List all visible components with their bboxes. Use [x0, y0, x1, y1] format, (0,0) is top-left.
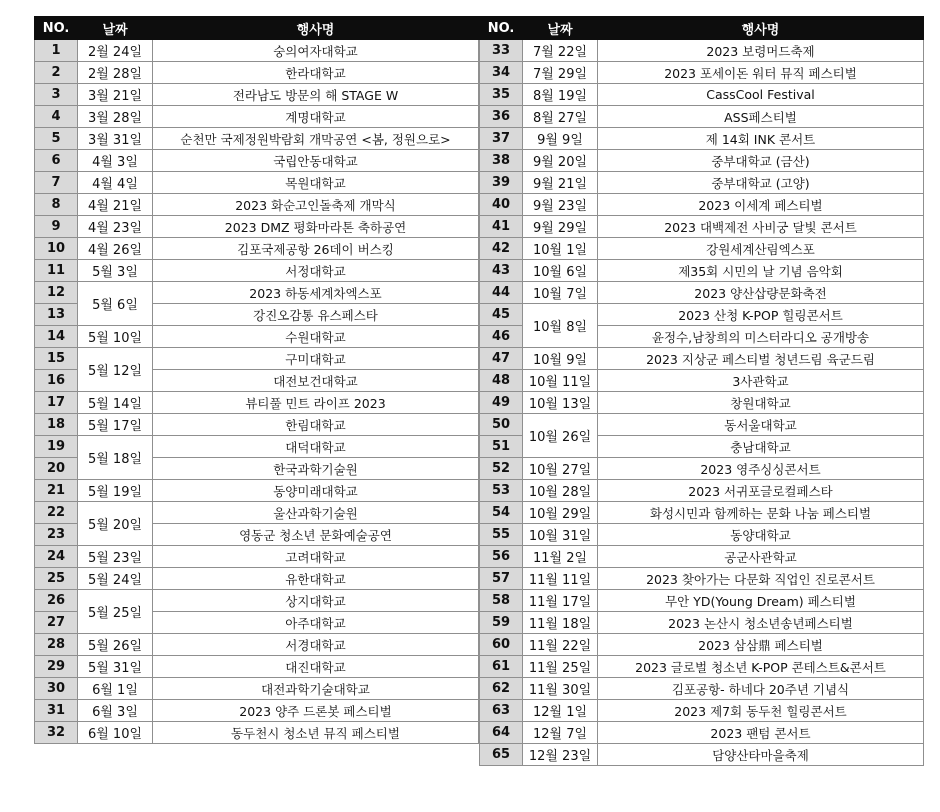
row-number: 30: [35, 678, 78, 700]
row-event-name: 공군사관학교: [598, 546, 924, 568]
row-date: 2월 28일: [78, 62, 153, 84]
row-number: 61: [480, 656, 523, 678]
row-date: 11월 18일: [523, 612, 598, 634]
table-row: [35, 282, 479, 304]
row-number: 4: [35, 106, 78, 128]
row-event-name: 3사관학교: [598, 370, 924, 392]
table-row: [480, 700, 924, 722]
row-date: 9월 23일: [523, 194, 598, 216]
table-row: [35, 216, 479, 238]
table-row: [480, 458, 924, 480]
table-row: [35, 84, 479, 106]
row-date: 10월 11일: [523, 370, 598, 392]
row-number: 7: [35, 172, 78, 194]
row-number: 12: [35, 282, 78, 304]
row-event-name: 화성시민과 함께하는 문화 나눔 페스티벌: [598, 502, 924, 524]
row-event-name: 2023 서귀포글로컬페스타: [598, 480, 924, 502]
row-date: 5월 10일: [78, 326, 153, 348]
table-row: [35, 106, 479, 128]
row-date: 3월 28일: [78, 106, 153, 128]
row-date: 5월 20일: [78, 502, 153, 546]
row-date: 5월 23일: [78, 546, 153, 568]
row-date: 10월 28일: [523, 480, 598, 502]
row-event-name: 2023 하동세계차엑스포: [153, 282, 479, 304]
row-number: 51: [480, 436, 523, 458]
row-date: 5월 25일: [78, 590, 153, 634]
row-date: 5월 14일: [78, 392, 153, 414]
row-date: 11월 25일: [523, 656, 598, 678]
row-date: 5월 19일: [78, 480, 153, 502]
row-event-name: 중부대학교 (금산): [598, 150, 924, 172]
row-date: 12월 1일: [523, 700, 598, 722]
row-date: 11월 17일: [523, 590, 598, 612]
row-event-name: 2023 대백제전 사비궁 달빛 콘서트: [598, 216, 924, 238]
row-event-name: 영동군 청소년 문화예술공연: [153, 524, 479, 546]
row-date: 5월 6일: [78, 282, 153, 326]
row-event-name: 구미대학교: [153, 348, 479, 370]
table-row: [35, 238, 479, 260]
row-number: 25: [35, 568, 78, 590]
row-number: 26: [35, 590, 78, 612]
row-event-name: 울산과학기술원: [153, 502, 479, 524]
row-event-name: 동양미래대학교: [153, 480, 479, 502]
row-number: 49: [480, 392, 523, 414]
row-date: 8월 27일: [523, 106, 598, 128]
row-number: 22: [35, 502, 78, 524]
table-row: [480, 172, 924, 194]
row-number: 10: [35, 238, 78, 260]
row-event-name: 대전과학기술대학교: [153, 678, 479, 700]
table-row: [35, 194, 479, 216]
row-event-name: 서경대학교: [153, 634, 479, 656]
row-number: 18: [35, 414, 78, 436]
row-event-name: 2023 삼삼鼎 페스티벌: [598, 634, 924, 656]
row-date: 4월 21일: [78, 194, 153, 216]
table-row: [480, 62, 924, 84]
row-date: 6월 3일: [78, 700, 153, 722]
table-row: [35, 700, 479, 722]
row-event-name: 2023 이세계 페스티벌: [598, 194, 924, 216]
row-event-name: 2023 지상군 페스티벌 청년드림 육군드림: [598, 348, 924, 370]
table-row: [35, 678, 479, 700]
row-date: 10월 27일: [523, 458, 598, 480]
row-number: 16: [35, 370, 78, 392]
header-date: 날짜: [523, 17, 598, 40]
row-number: 55: [480, 524, 523, 546]
row-date: 9월 9일: [523, 128, 598, 150]
row-number: 6: [35, 150, 78, 172]
row-date: 10월 29일: [523, 502, 598, 524]
table-row: [35, 172, 479, 194]
row-number: 3: [35, 84, 78, 106]
row-number: 35: [480, 84, 523, 106]
row-number: 39: [480, 172, 523, 194]
row-event-name: 동서울대학교: [598, 414, 924, 436]
row-event-name: 제 14회 INK 콘서트: [598, 128, 924, 150]
table-row: [480, 40, 924, 62]
row-number: 38: [480, 150, 523, 172]
table-row: [480, 678, 924, 700]
row-date: 11월 2일: [523, 546, 598, 568]
table-row: [480, 634, 924, 656]
row-number: 44: [480, 282, 523, 304]
row-event-name: 국립안동대학교: [153, 150, 479, 172]
row-number: 8: [35, 194, 78, 216]
row-event-name: 순천만 국제정원박람회 개막공연 <봄, 정원으로>: [153, 128, 479, 150]
row-event-name: 고려대학교: [153, 546, 479, 568]
row-number: 31: [35, 700, 78, 722]
row-number: 19: [35, 436, 78, 458]
row-number: 47: [480, 348, 523, 370]
row-event-name: 2023 보령머드축제: [598, 40, 924, 62]
table-row: [480, 106, 924, 128]
row-number: 62: [480, 678, 523, 700]
row-date: 5월 12일: [78, 348, 153, 392]
row-event-name: CassCool Festival: [598, 84, 924, 106]
row-event-name: 아주대학교: [153, 612, 479, 634]
row-event-name: ASS페스티벌: [598, 106, 924, 128]
row-number: 23: [35, 524, 78, 546]
row-event-name: 대덕대학교: [153, 436, 479, 458]
row-number: 63: [480, 700, 523, 722]
row-date: 10월 1일: [523, 238, 598, 260]
row-date: 2월 24일: [78, 40, 153, 62]
row-number: 20: [35, 458, 78, 480]
row-number: 37: [480, 128, 523, 150]
row-number: 53: [480, 480, 523, 502]
table-row: [480, 238, 924, 260]
row-number: 43: [480, 260, 523, 282]
row-event-name: 중부대학교 (고양): [598, 172, 924, 194]
row-event-name: 2023 양산삽량문화축전: [598, 282, 924, 304]
table-row: [35, 326, 479, 348]
table-row: [480, 150, 924, 172]
row-event-name: 2023 제7회 동두천 힐링콘서트: [598, 700, 924, 722]
row-event-name: 한라대학교: [153, 62, 479, 84]
row-date: 7월 22일: [523, 40, 598, 62]
row-event-name: 수원대학교: [153, 326, 479, 348]
table-row: [35, 502, 479, 524]
table-row: [480, 282, 924, 304]
row-event-name: 제35회 시민의 날 기념 음악회: [598, 260, 924, 282]
row-date: 5월 17일: [78, 414, 153, 436]
row-date: 6월 1일: [78, 678, 153, 700]
row-number: 29: [35, 656, 78, 678]
row-event-name: 숭의여자대학교: [153, 40, 479, 62]
row-date: 4월 4일: [78, 172, 153, 194]
row-event-name: 한국과학기술원: [153, 458, 479, 480]
row-number: 36: [480, 106, 523, 128]
row-number: 41: [480, 216, 523, 238]
row-event-name: 2023 화순고인돌축제 개막식: [153, 194, 479, 216]
row-date: 10월 31일: [523, 524, 598, 546]
row-number: 1: [35, 40, 78, 62]
row-number: 54: [480, 502, 523, 524]
table-row: [35, 62, 479, 84]
row-date: 10월 8일: [523, 304, 598, 348]
row-event-name: 유한대학교: [153, 568, 479, 590]
row-number: 28: [35, 634, 78, 656]
row-number: 58: [480, 590, 523, 612]
table-row: [480, 590, 924, 612]
row-date: 9월 20일: [523, 150, 598, 172]
row-event-name: 2023 찾아가는 다문화 직업인 진로콘서트: [598, 568, 924, 590]
row-date: 12월 7일: [523, 722, 598, 744]
row-number: 13: [35, 304, 78, 326]
row-number: 46: [480, 326, 523, 348]
row-date: 5월 26일: [78, 634, 153, 656]
row-number: 50: [480, 414, 523, 436]
row-event-name: 2023 포세이돈 워터 뮤직 페스티벌: [598, 62, 924, 84]
table-row: [480, 260, 924, 282]
row-number: 15: [35, 348, 78, 370]
row-number: 24: [35, 546, 78, 568]
table-row: [480, 546, 924, 568]
row-date: 8월 19일: [523, 84, 598, 106]
row-number: 45: [480, 304, 523, 326]
table-row: [480, 722, 924, 744]
row-number: 40: [480, 194, 523, 216]
table-header-row: [480, 17, 924, 40]
event-table-left: [34, 16, 479, 744]
row-event-name: 2023 글로벌 청소년 K-POP 콘테스트&콘서트: [598, 656, 924, 678]
table-row: [480, 304, 924, 326]
row-date: 3월 21일: [78, 84, 153, 106]
row-event-name: 김포국제공항 26데이 버스킹: [153, 238, 479, 260]
row-event-name: 창원대학교: [598, 392, 924, 414]
table-row: [35, 260, 479, 282]
table-row: [480, 194, 924, 216]
row-event-name: 2023 DMZ 평화마라톤 축하공연: [153, 216, 479, 238]
row-date: 10월 9일: [523, 348, 598, 370]
row-date: 11월 11일: [523, 568, 598, 590]
table-row: [35, 40, 479, 62]
row-number: 21: [35, 480, 78, 502]
table-row: [480, 216, 924, 238]
row-event-name: 2023 영주싱싱콘서트: [598, 458, 924, 480]
row-number: 33: [480, 40, 523, 62]
row-event-name: 뷰티풀 민트 라이프 2023: [153, 392, 479, 414]
row-date: 12월 23일: [523, 744, 598, 766]
table-row: [35, 590, 479, 612]
table-row: [480, 480, 924, 502]
row-number: 2: [35, 62, 78, 84]
table-row: [35, 414, 479, 436]
row-number: 17: [35, 392, 78, 414]
table-row: [480, 744, 924, 766]
row-number: 9: [35, 216, 78, 238]
table-row: [35, 150, 479, 172]
table-header-row: [35, 17, 479, 40]
table-row: [35, 128, 479, 150]
row-date: 3월 31일: [78, 128, 153, 150]
table-row: [35, 436, 479, 458]
header-date: 날짜: [78, 17, 153, 40]
row-event-name: 2023 팬텀 콘서트: [598, 722, 924, 744]
table-row: [35, 480, 479, 502]
table-row: [35, 722, 479, 744]
row-number: 5: [35, 128, 78, 150]
row-number: 60: [480, 634, 523, 656]
row-event-name: 동두천시 청소년 뮤직 페스티벌: [153, 722, 479, 744]
row-date: 4월 3일: [78, 150, 153, 172]
row-date: 5월 18일: [78, 436, 153, 480]
row-date: 10월 13일: [523, 392, 598, 414]
table-row: [480, 84, 924, 106]
row-event-name: 대진대학교: [153, 656, 479, 678]
row-number: 52: [480, 458, 523, 480]
row-date: 9월 21일: [523, 172, 598, 194]
table-row: [480, 370, 924, 392]
row-date: 10월 6일: [523, 260, 598, 282]
table-row: [480, 392, 924, 414]
row-date: 5월 3일: [78, 260, 153, 282]
row-event-name: 강원세계산림엑스포: [598, 238, 924, 260]
table-row: [35, 656, 479, 678]
table-row: [35, 546, 479, 568]
row-event-name: 김포공항- 하네다 20주년 기념식: [598, 678, 924, 700]
row-number: 64: [480, 722, 523, 744]
row-date: 4월 23일: [78, 216, 153, 238]
table-row: [480, 128, 924, 150]
table-row: [480, 524, 924, 546]
table-row: [35, 392, 479, 414]
row-date: 10월 26일: [523, 414, 598, 458]
row-event-name: 상지대학교: [153, 590, 479, 612]
row-date: 4월 26일: [78, 238, 153, 260]
table-row: [480, 348, 924, 370]
event-table-right: [479, 16, 924, 766]
row-event-name: 계명대학교: [153, 106, 479, 128]
header-no: NO.: [480, 17, 523, 40]
row-event-name: 동양대학교: [598, 524, 924, 546]
row-event-name: 목원대학교: [153, 172, 479, 194]
table-row: [35, 348, 479, 370]
row-number: 57: [480, 568, 523, 590]
row-event-name: 강진오감통 유스페스타: [153, 304, 479, 326]
table-row: [480, 414, 924, 436]
row-number: 14: [35, 326, 78, 348]
row-event-name: 윤정수,남창희의 미스터라디오 공개방송: [598, 326, 924, 348]
table-row: [480, 612, 924, 634]
row-event-name: 전라남도 방문의 해 STAGE W: [153, 84, 479, 106]
row-event-name: 대전보건대학교: [153, 370, 479, 392]
table-row: [35, 634, 479, 656]
row-event-name: 담양산타마을축제: [598, 744, 924, 766]
header-event: 행사명: [598, 17, 924, 40]
row-number: 65: [480, 744, 523, 766]
row-number: 27: [35, 612, 78, 634]
table-row: [480, 656, 924, 678]
row-number: 56: [480, 546, 523, 568]
row-date: 10월 7일: [523, 282, 598, 304]
row-date: 11월 22일: [523, 634, 598, 656]
row-event-name: 한림대학교: [153, 414, 479, 436]
row-date: 5월 24일: [78, 568, 153, 590]
row-number: 42: [480, 238, 523, 260]
row-number: 34: [480, 62, 523, 84]
table-row: [480, 568, 924, 590]
row-event-name: 2023 양주 드론봇 페스티벌: [153, 700, 479, 722]
header-no: NO.: [35, 17, 78, 40]
row-event-name: 무안 YD(Young Dream) 페스티벌: [598, 590, 924, 612]
row-number: 32: [35, 722, 78, 744]
row-number: 48: [480, 370, 523, 392]
row-event-name: 충남대학교: [598, 436, 924, 458]
row-event-name: 2023 논산시 청소년송년페스티벌: [598, 612, 924, 634]
row-date: 11월 30일: [523, 678, 598, 700]
table-row: [35, 568, 479, 590]
row-date: 7월 29일: [523, 62, 598, 84]
table-row: [480, 502, 924, 524]
row-event-name: 2023 산청 K-POP 힐링콘서트: [598, 304, 924, 326]
header-event: 행사명: [153, 17, 479, 40]
row-number: 11: [35, 260, 78, 282]
row-date: 9월 29일: [523, 216, 598, 238]
row-event-name: 서정대학교: [153, 260, 479, 282]
row-number: 59: [480, 612, 523, 634]
row-date: 5월 31일: [78, 656, 153, 678]
row-date: 6월 10일: [78, 722, 153, 744]
